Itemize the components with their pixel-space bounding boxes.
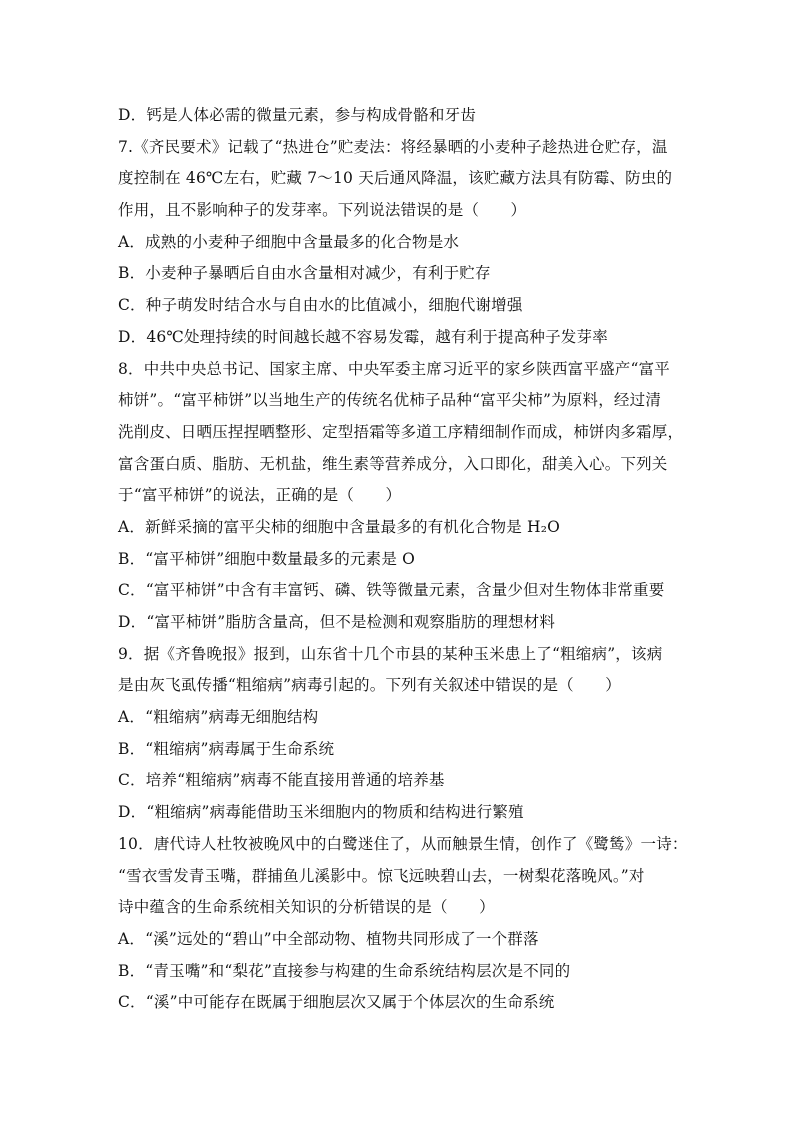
question-stem-line: 度控制在 46℃左右，贮藏 7～10 天后通风降温，该贮藏方法具有防霉、防虫的 <box>118 169 673 188</box>
question-stem-line: 7.《齐民要术》记载了“热进仓”贮麦法：将经暴晒的小麦种子趁热进仓贮存，温 <box>118 137 668 156</box>
option-b: B．“富平柿饼”细胞中数量最多的元素是 O <box>118 549 416 568</box>
option-d: D．钙是人体必需的微量元素，参与构成骨骼和牙齿 <box>118 106 477 124</box>
option-a: A．“粗缩病”病毒无细胞结构 <box>118 708 319 727</box>
question-stem-line: 作用，且不影响种子的发芽率。下列说法错误的是（ ） <box>118 201 527 220</box>
question-stem-line: 富含蛋白质、脂肪、无机盐，维生素等营养成分，入口即化，甜美入心。下列关 <box>118 454 668 473</box>
question-9 <box>118 639 688 829</box>
option-a: A．新鲜采摘的富平尖柿的细胞中含量最多的有机化合物是 H₂O <box>118 517 561 536</box>
question-stem-line: 是由灰飞虱传播“粗缩病”病毒引起的。下列有关叙述中错误的是（ ） <box>118 676 621 695</box>
option-d: D．“粗缩病”病毒能借助玉米细胞内的物质和结构进行繁殖 <box>118 803 524 822</box>
option-b: B．小麦种子暴晒后自由水含量相对减少，有利于贮存 <box>118 264 491 283</box>
option-a: A．成熟的小麦种子细胞中含量最多的化合物是水 <box>118 232 460 251</box>
question-7 <box>118 132 688 354</box>
option-c: C．培养“粗缩病”病毒不能直接用普通的培养基 <box>118 771 445 790</box>
option-d: D．“富平柿饼”脂肪含量高，但不是检测和观察脂肪的理想材料 <box>118 613 556 631</box>
question-stem-line: 10．唐代诗人杜牧被晚风中的白鹭迷住了，从而触景生情，创作了《鹭鸶》一诗： <box>118 834 688 853</box>
question-8 <box>118 354 688 639</box>
option-c: C．“富平柿饼”中含有丰富钙、磷、铁等微量元素，含量少但对生物体非常重要 <box>118 581 665 600</box>
option-b: B．“粗缩病”病毒属于生命系统 <box>118 739 335 758</box>
exam-page <box>118 100 688 1019</box>
question-stem-line: 柿饼”。“富平柿饼”以当地生产的传统名优柿子品种“富平尖柿”为原料，经过清 <box>118 391 662 410</box>
option-d: D．46℃处理持续的时间越长越不容易发霉，越有利于提高种子发芽率 <box>118 327 608 346</box>
question-stem-line: “雪衣雪发青玉嘴，群捕鱼儿溪影中。惊飞远映碧山去，一树梨花落晚风。”对 <box>118 866 645 885</box>
question-stem-line: 洗削皮、日晒压捏捏晒整形、定型捂霜等多道工序精细制作而成，柿饼肉多霜厚， <box>118 422 684 441</box>
option-c: C．“溪”中可能存在既属于细胞层次又属于个体层次的生命系统 <box>118 993 555 1012</box>
option-b: B．“青玉嘴”和“梨花”直接参与构建的生命系统结构层次是不同的 <box>118 961 571 980</box>
question-stem-line: 9．据《齐鲁晚报》报到，山东省十几个市县的某种玉米患上了“粗缩病”，该病 <box>118 644 663 663</box>
question-stem-line: 于“富平柿饼”的说法，正确的是（ ） <box>118 486 402 505</box>
question-6-tail <box>118 100 688 132</box>
option-c: C．种子萌发时结合水与自由水的比值减小，细胞代谢增强 <box>118 296 523 315</box>
question-stem-line: 诗中蕴含的生命系统相关知识的分析错误的是（ ） <box>118 898 495 917</box>
option-a: A．“溪”远处的“碧山”中全部动物、植物共同形成了一个群落 <box>118 929 539 948</box>
question-10 <box>118 829 688 1019</box>
question-stem-line: 8．中共中央总书记、国家主席、中央军委主席习近平的家乡陕西富平盛产“富平 <box>118 359 670 378</box>
